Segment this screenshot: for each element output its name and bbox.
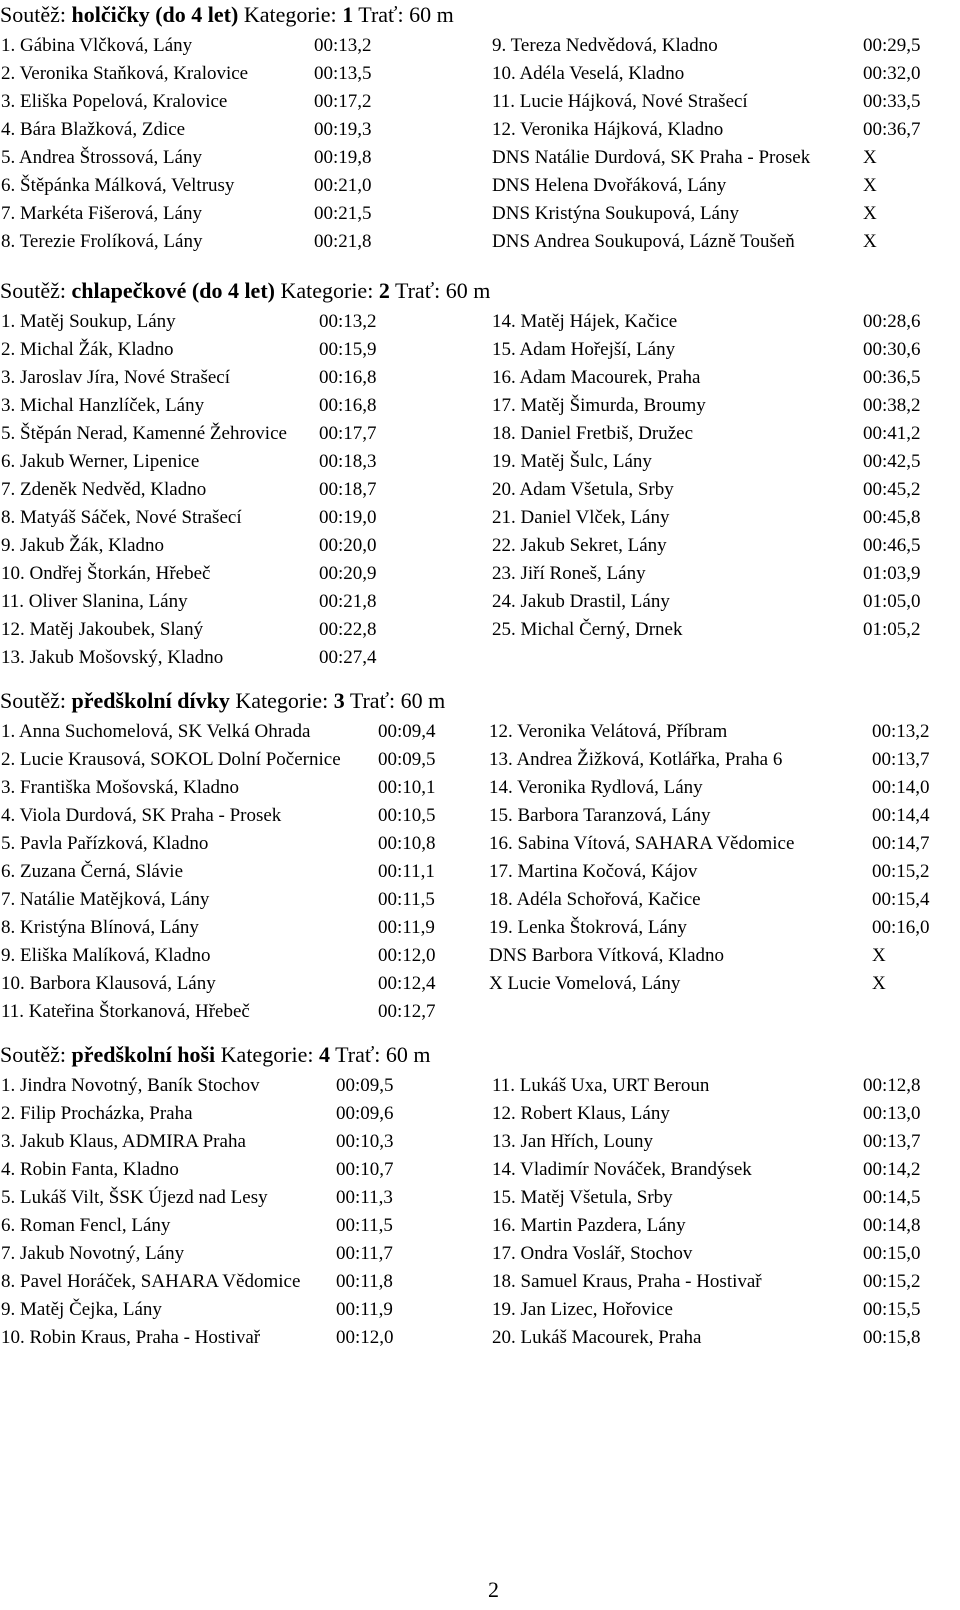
competitor-name: 5. Štěpán Nerad, Kamenné Žehrovice (1, 423, 287, 444)
competitor-name: 14. Matěj Hájek, Kačice (492, 311, 678, 332)
competitor-name: 12. Veronika Velátová, Příbram (489, 721, 728, 742)
competitor-name: 25. Michal Černý, Drnek (492, 619, 683, 640)
competitor-time: 00:11,9 (336, 1299, 393, 1320)
competitor-name: 1. Gábina Vlčková, Lány (1, 35, 193, 56)
competitor-name: 4. Bára Blažková, Zdice (1, 119, 186, 140)
competitor-time: 00:17,7 (319, 423, 377, 444)
category-number: 4 (319, 1042, 331, 1067)
competitor-name: 1. Matěj Soukup, Lány (1, 311, 176, 332)
competitor-name: 2. Veronika Staňková, Kralovice (1, 63, 249, 84)
competitor-time: 00:12,8 (863, 1075, 921, 1096)
competitor-name: 6. Štěpánka Málková, Veltrusy (1, 175, 235, 196)
competitor-time: 00:10,3 (336, 1131, 394, 1152)
competitor-name: 1. Anna Suchomelová, SK Velká Ohrada (1, 721, 311, 742)
competitor-name: 16. Adam Macourek, Praha (492, 367, 701, 388)
competitor-time: 00:36,7 (863, 119, 921, 140)
competitor-time: 00:15,8 (863, 1327, 921, 1348)
competitor-name: 2. Filip Procházka, Praha (1, 1103, 193, 1124)
competitor-time: 00:12,4 (378, 973, 436, 994)
competitor-time: 00:13,7 (872, 749, 930, 770)
competitor-time: 00:21,5 (314, 203, 372, 224)
category-number: 3 (333, 688, 345, 713)
competitor-time: 00:14,5 (863, 1187, 921, 1208)
competitor-time: 00:15,9 (319, 339, 377, 360)
competitor-time: 00:41,2 (863, 423, 921, 444)
competition-name: holčičky (do 4 let) (71, 2, 239, 27)
category-number: 2 (378, 278, 390, 303)
competitor-time: 00:14,4 (872, 805, 930, 826)
competitor-name: 20. Lukáš Macourek, Praha (492, 1327, 702, 1348)
competition-name: chlapečkové (do 4 let) (71, 278, 275, 303)
competition-label: Soutěž: (0, 2, 66, 27)
competition-label: Soutěž: (0, 278, 66, 303)
competitor-time: 00:29,5 (863, 35, 921, 56)
competitor-time: 00:13,2 (319, 311, 377, 332)
competitor-name: 17. Martina Kočová, Kájov (489, 861, 698, 882)
competitor-name: 5. Pavla Pařízková, Kladno (1, 833, 209, 854)
competitor-name: 6. Roman Fencl, Lány (1, 1215, 171, 1236)
competitor-name: 6. Zuzana Černá, Slávie (1, 861, 184, 882)
competitor-time: 00:21,8 (314, 231, 372, 252)
competitor-time: X (872, 973, 886, 994)
competitor-time: 00:13,2 (314, 35, 372, 56)
competitor-time: 00:30,6 (863, 339, 921, 360)
competitor-name: 9. Matěj Čejka, Lány (1, 1299, 162, 1320)
section-heading (0, 278, 490, 304)
competitor-time: 00:46,5 (863, 535, 921, 556)
competitor-time: 00:16,0 (872, 917, 930, 938)
competitor-name: DNS Kristýna Soukupová, Lány (492, 203, 739, 224)
competitor-time: 00:14,2 (863, 1159, 921, 1180)
competitor-name: 3. Jaroslav Jíra, Nové Strašecí (1, 367, 230, 388)
competitor-time: 00:18,7 (319, 479, 377, 500)
competitor-name: DNS Barbora Vítková, Kladno (489, 945, 725, 966)
competitor-time: 00:45,8 (863, 507, 921, 528)
competitor-name: 9. Jakub Žák, Kladno (1, 535, 165, 556)
competitor-name: 4. Robin Fanta, Kladno (1, 1159, 179, 1180)
competitor-time: 00:27,4 (319, 647, 377, 668)
competitor-name: 8. Kristýna Blínová, Lány (1, 917, 199, 938)
competitor-time: 00:11,3 (336, 1187, 393, 1208)
competitor-name: 15. Matěj Všetula, Srby (492, 1187, 673, 1208)
competitor-time: 00:33,5 (863, 91, 921, 112)
competitor-time: 00:11,9 (378, 917, 435, 938)
competitor-time: 00:21,8 (319, 591, 377, 612)
competitor-time: 00:09,5 (378, 749, 436, 770)
competitor-name: 13. Jan Hřích, Louny (492, 1131, 653, 1152)
competitor-name: 14. Veronika Rydlová, Lány (489, 777, 703, 798)
competitor-name: 14. Vladimír Nováček, Brandýsek (492, 1159, 752, 1180)
competitor-time: 00:13,0 (863, 1103, 921, 1124)
competitor-name: 24. Jakub Drastil, Lány (492, 591, 670, 612)
competitor-name: 17. Matěj Šimurda, Broumy (492, 395, 706, 416)
competitor-time: 00:11,5 (336, 1215, 393, 1236)
competitor-name: 3. Michal Hanzlíček, Lány (1, 395, 205, 416)
competitor-time: 00:09,4 (378, 721, 436, 742)
competitor-time: 00:11,7 (336, 1243, 393, 1264)
competitor-name: 11. Oliver Slanina, Lány (1, 591, 188, 612)
category-label: Kategorie: (235, 688, 329, 713)
competitor-time: 00:36,5 (863, 367, 921, 388)
competitor-name: 22. Jakub Sekret, Lány (492, 535, 667, 556)
competitor-time: 00:45,2 (863, 479, 921, 500)
competitor-time: 00:16,8 (319, 395, 377, 416)
competitor-time: 00:10,5 (378, 805, 436, 826)
competitor-name: 11. Lukáš Uxa, URT Beroun (492, 1075, 710, 1096)
page-number: 2 (488, 1577, 499, 1602)
category-label: Kategorie: (220, 1042, 314, 1067)
competitor-time: 00:20,0 (319, 535, 377, 556)
competitor-time: 01:03,9 (863, 563, 921, 584)
competitor-name: 5. Andrea Štrossová, Lány (1, 147, 203, 168)
track-label: Trať: 60 m (394, 278, 491, 303)
competitor-time: 01:05,2 (863, 619, 921, 640)
track-label: Trať: 60 m (349, 688, 446, 713)
competitor-name: 10. Ondřej Štorkán, Hřebeč (1, 563, 211, 584)
competitor-time: 00:19,3 (314, 119, 372, 140)
competitor-name: 21. Daniel Vlček, Lány (492, 507, 670, 528)
competition-name: předškolní dívky (71, 688, 230, 713)
competitor-time: 00:15,4 (872, 889, 930, 910)
competitor-name: 1. Jindra Novotný, Baník Stochov (1, 1075, 260, 1096)
competitor-name: 7. Markéta Fišerová, Lány (1, 203, 203, 224)
competitor-time: 00:21,0 (314, 175, 372, 196)
competitor-time: 00:14,7 (872, 833, 930, 854)
competitor-name: 12. Matěj Jakoubek, Slaný (1, 619, 204, 640)
section-heading (0, 2, 454, 28)
competitor-time: 00:32,0 (863, 63, 921, 84)
competitor-time: 00:18,3 (319, 451, 377, 472)
competitor-name: 23. Jiří Roneš, Lány (492, 563, 646, 584)
competitor-name: 15. Adam Hořejší, Lány (492, 339, 676, 360)
competitor-name: DNS Helena Dvořáková, Lány (492, 175, 727, 196)
competitor-time: 00:09,5 (336, 1075, 394, 1096)
competitor-name: X Lucie Vomelová, Lány (489, 973, 681, 994)
competitor-name: 13. Andrea Žižková, Kotlářka, Praha 6 (489, 749, 783, 770)
competition-label: Soutěž: (0, 688, 66, 713)
competitor-time: 00:15,2 (872, 861, 930, 882)
competitor-name: 7. Natálie Matějková, Lány (1, 889, 210, 910)
competitor-time: 00:19,8 (314, 147, 372, 168)
competitor-time: 00:14,8 (863, 1215, 921, 1236)
competitor-name: 2. Lucie Krausová, SOKOL Dolní Počernice (1, 749, 341, 770)
competitor-name: 3. Jakub Klaus, ADMIRA Praha (1, 1131, 246, 1152)
competitor-time: 00:10,1 (378, 777, 436, 798)
section-heading (0, 688, 445, 714)
category-label: Kategorie: (280, 278, 374, 303)
competitor-name: 20. Adam Všetula, Srby (492, 479, 674, 500)
track-label: Trať: 60 m (335, 1042, 431, 1067)
competitor-name: 17. Ondra Voslář, Stochov (492, 1243, 693, 1264)
competitor-name: 18. Daniel Fretbiš, Družec (492, 423, 694, 444)
competitor-time: X (863, 231, 877, 252)
category-label: Kategorie: (243, 2, 337, 27)
competitor-name: 18. Adéla Schořová, Kačice (489, 889, 701, 910)
competitor-time: 00:10,8 (378, 833, 436, 854)
competitor-time: 00:15,5 (863, 1299, 921, 1320)
competitor-time: 00:19,0 (319, 507, 377, 528)
competitor-name: 7. Jakub Novotný, Lány (1, 1243, 185, 1264)
competitor-name: 18. Samuel Kraus, Praha - Hostivař (492, 1271, 762, 1292)
competitor-name: DNS Andrea Soukupová, Lázně Toušeň (492, 231, 795, 252)
competitor-name: 9. Eliška Malíková, Kladno (1, 945, 211, 966)
track-label: Trať: 60 m (358, 2, 454, 27)
competitor-name: 8. Terezie Frolíková, Lány (1, 231, 203, 252)
competitor-name: 12. Robert Klaus, Lány (492, 1103, 670, 1124)
competitor-time: X (872, 945, 886, 966)
competitor-name: 15. Barbora Taranzová, Lány (489, 805, 711, 826)
competitor-time: 00:12,7 (378, 1001, 436, 1022)
competitor-name: 13. Jakub Mošovský, Kladno (1, 647, 224, 668)
competitor-name: 16. Sabina Vítová, SAHARA Vědomice (489, 833, 795, 854)
competitor-time: 00:20,9 (319, 563, 377, 584)
competitor-time: 00:13,5 (314, 63, 372, 84)
competitor-name: 11. Lucie Hájková, Nové Strašecí (492, 91, 748, 112)
competitor-name: 4. Viola Durdová, SK Praha - Prosek (1, 805, 282, 826)
competitor-time: 00:38,2 (863, 395, 921, 416)
competitor-time: 00:12,0 (336, 1327, 394, 1348)
competitor-name: 10. Robin Kraus, Praha - Hostivař (1, 1327, 261, 1348)
competitor-name: 10. Barbora Klausová, Lány (1, 973, 216, 994)
section-heading (0, 1042, 431, 1068)
competitor-time: 01:05,0 (863, 591, 921, 612)
competitor-time: 00:10,7 (336, 1159, 394, 1180)
competitor-name: 3. Františka Mošovská, Kladno (1, 777, 240, 798)
competitor-name: 12. Veronika Hájková, Kladno (492, 119, 724, 140)
competitor-time: 00:28,6 (863, 311, 921, 332)
competitor-name: DNS Natálie Durdová, SK Praha - Prosek (492, 147, 811, 168)
competitor-time: 00:15,2 (863, 1271, 921, 1292)
competitor-name: 3. Eliška Popelová, Kralovice (1, 91, 228, 112)
competitor-name: 10. Adéla Veselá, Kladno (492, 63, 685, 84)
competitor-time: 00:42,5 (863, 451, 921, 472)
competition-name: předškolní hoši (71, 1042, 216, 1067)
competitor-name: 2. Michal Žák, Kladno (1, 339, 174, 360)
competitor-time: 00:11,1 (378, 861, 435, 882)
competitor-time: 00:14,0 (872, 777, 930, 798)
competitor-name: 16. Martin Pazdera, Lány (492, 1215, 686, 1236)
competitor-name: 6. Jakub Werner, Lipenice (1, 451, 200, 472)
competition-label: Soutěž: (0, 1042, 66, 1067)
competitor-time: X (863, 175, 877, 196)
competitor-name: 7. Zdeněk Nedvěd, Kladno (1, 479, 207, 500)
competitor-time: 00:16,8 (319, 367, 377, 388)
competitor-time: 00:22,8 (319, 619, 377, 640)
competitor-time: X (863, 203, 877, 224)
competitor-name: 19. Jan Lizec, Hořovice (492, 1299, 673, 1320)
category-number: 1 (342, 2, 354, 27)
competitor-time: X (863, 147, 877, 168)
competitor-time: 00:15,0 (863, 1243, 921, 1264)
competitor-time: 00:17,2 (314, 91, 372, 112)
competitor-time: 00:13,2 (872, 721, 930, 742)
competitor-time: 00:11,5 (378, 889, 435, 910)
competitor-time: 00:09,6 (336, 1103, 394, 1124)
competitor-name: 8. Matyáš Sáček, Nové Strašecí (1, 507, 242, 528)
competitor-name: 19. Matěj Šulc, Lány (492, 451, 652, 472)
competitor-name: 11. Kateřina Štorkanová, Hřebeč (1, 1001, 250, 1022)
competitor-name: 9. Tereza Nedvědová, Kladno (492, 35, 718, 56)
competitor-time: 00:12,0 (378, 945, 436, 966)
competitor-time: 00:13,7 (863, 1131, 921, 1152)
competitor-name: 19. Lenka Štokrová, Lány (489, 917, 687, 938)
competitor-time: 00:11,8 (336, 1271, 393, 1292)
competitor-name: 8. Pavel Horáček, SAHARA Vědomice (1, 1271, 301, 1292)
competitor-name: 5. Lukáš Vilt, ŠSK Újezd nad Lesy (1, 1187, 268, 1208)
